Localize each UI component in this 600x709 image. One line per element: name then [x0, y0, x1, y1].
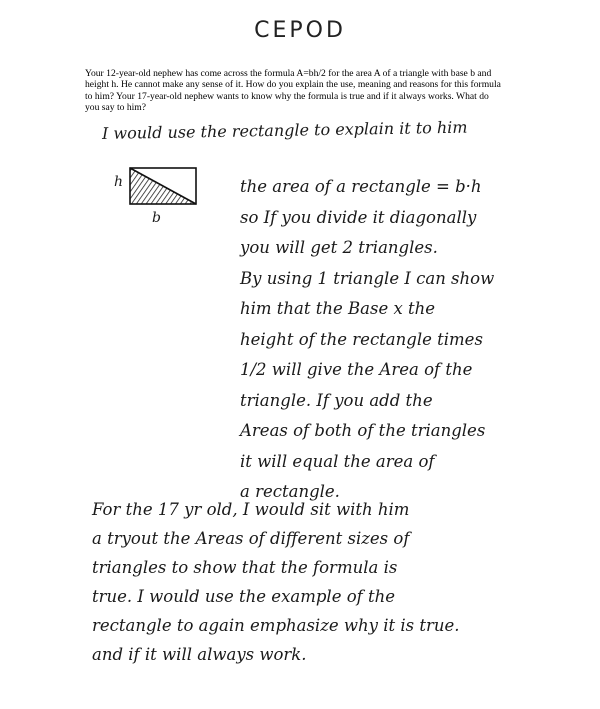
older-line: rectangle to again emphasize why it is true.: [92, 616, 460, 635]
explanation-line: a rectangle.: [240, 482, 340, 501]
explanation-line: him that the Base x the: [240, 299, 436, 318]
explanation-line: 1/2 will give the Area of the: [240, 360, 473, 379]
older-line: triangles to show that the formula is: [92, 558, 398, 577]
base-label: b: [152, 210, 161, 226]
explanation-line: Areas of both of the triangles: [240, 421, 486, 440]
page-title: CEPOD: [254, 18, 346, 43]
older-nephew-block: [92, 495, 460, 669]
explanation-line: triangle. If you add the: [240, 390, 433, 410]
older-line: a tryout the Areas of different sizes of: [92, 529, 410, 548]
explanation-line: the area of a rectangle = b·h: [240, 177, 482, 196]
older-line: true. I would use the example of the: [92, 587, 396, 606]
explanation-line: By using 1 triangle I can show: [240, 268, 495, 288]
explanation-line: you will get 2 triangles.: [240, 238, 438, 257]
explanation-line: height of the rectangle times: [240, 329, 483, 349]
older-line: and if it will always work.: [92, 645, 307, 664]
explanation-block: [240, 172, 494, 508]
problem-prompt: Your 12-year-old nephew has come across the formula A=bh/2 for the area A of a triangle with base b and height h. He cannot make any sense of it. How do you explain the use, meaning and reasons for this formula to him? Your 17-year-old nephew wants to know why the formula is true and if it always works. What do you say to him?: [85, 68, 501, 114]
older-line: For the 17 yr old, I would sit with him: [92, 500, 410, 519]
height-label: h: [114, 174, 124, 190]
answer-intro: I would use the rectangle to explain it to him: [101, 117, 468, 143]
explanation-line: it will equal the area of: [240, 451, 435, 471]
explanation-line: so If you divide it diagonally: [240, 207, 477, 227]
